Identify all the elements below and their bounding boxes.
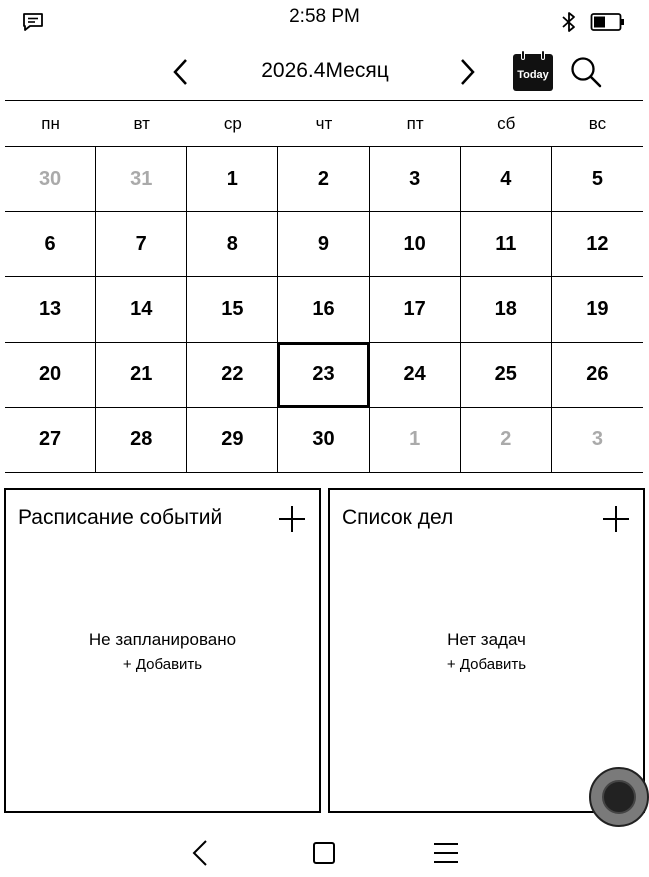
day-cell[interactable]	[552, 147, 643, 212]
day-number: 16	[312, 297, 335, 320]
day-number: 31	[130, 167, 153, 190]
day-cell[interactable]	[278, 147, 369, 212]
day-cell[interactable]	[552, 408, 643, 473]
day-cell[interactable]	[5, 408, 96, 473]
weekday-label: сб	[497, 114, 516, 133]
day-cell[interactable]	[187, 408, 278, 473]
chevron-right-icon[interactable]	[452, 56, 482, 88]
add-event-plus-icon[interactable]	[277, 504, 307, 534]
day-number: 3	[591, 428, 603, 451]
todo-panel	[328, 488, 645, 813]
today-label: Today	[517, 69, 549, 81]
day-cell[interactable]	[278, 277, 369, 342]
day-number: 8	[226, 232, 238, 255]
weekday-label: пн	[41, 114, 60, 133]
day-cell[interactable]	[278, 408, 369, 473]
day-cell[interactable]	[461, 147, 552, 212]
day-cell[interactable]	[187, 212, 278, 277]
back-icon[interactable]	[186, 838, 216, 868]
schedule-add-link[interactable]: + Добавить	[122, 656, 203, 673]
month-title: 2026.4Месяц	[261, 59, 389, 82]
day-number: 10	[403, 232, 426, 255]
day-number: 27	[38, 428, 62, 451]
home-icon[interactable]	[309, 838, 339, 868]
day-number: 12	[586, 232, 609, 255]
day-number: 25	[494, 363, 517, 386]
day-number: 13	[38, 297, 62, 320]
schedule-empty-message: Не запланировано	[88, 630, 237, 649]
day-number: 23	[312, 363, 335, 386]
day-number: 30	[38, 167, 62, 190]
day-cell[interactable]	[370, 212, 461, 277]
day-grid	[5, 147, 643, 473]
day-cell[interactable]	[5, 277, 96, 342]
day-cell[interactable]	[5, 343, 96, 408]
day-cell[interactable]	[278, 212, 369, 277]
weekday-label: пт	[406, 114, 424, 133]
weekday-label: чт	[315, 114, 333, 133]
menu-icon[interactable]	[431, 838, 461, 868]
search-icon[interactable]	[568, 54, 604, 90]
day-cell[interactable]	[5, 147, 96, 212]
day-cell-selected[interactable]	[278, 343, 369, 408]
day-number: 11	[495, 232, 517, 255]
day-cell[interactable]	[370, 277, 461, 342]
add-task-plus-icon[interactable]	[601, 504, 631, 534]
day-number: 15	[221, 297, 244, 320]
day-number: 2	[317, 167, 330, 190]
bluetooth-icon	[559, 10, 579, 34]
schedule-title: Расписание событий	[18, 506, 223, 529]
todo-empty-message: Нет задач	[447, 630, 526, 649]
schedule-panel	[4, 488, 321, 813]
floating-action-button[interactable]	[589, 767, 649, 827]
day-number: 19	[586, 297, 609, 320]
status-bar	[0, 0, 649, 40]
day-number: 5	[591, 167, 603, 190]
day-cell[interactable]	[96, 408, 187, 473]
day-cell[interactable]	[370, 343, 461, 408]
day-number: 18	[494, 297, 517, 320]
todo-title: Список дел	[342, 506, 454, 529]
day-cell[interactable]	[96, 212, 187, 277]
day-cell[interactable]	[96, 343, 187, 408]
day-number: 29	[221, 428, 244, 451]
floating-button-core-icon	[602, 780, 636, 814]
todo-add-link[interactable]: + Добавить	[446, 656, 527, 673]
day-cell[interactable]	[461, 277, 552, 342]
day-number: 1	[226, 167, 238, 190]
day-number: 22	[221, 363, 244, 386]
day-cell[interactable]	[461, 343, 552, 408]
navigation-bar	[0, 830, 649, 877]
day-cell[interactable]	[461, 212, 552, 277]
day-number: 7	[135, 232, 147, 255]
status-time: 2:58 PM	[289, 6, 360, 27]
day-number: 21	[130, 363, 153, 386]
month-calendar	[5, 100, 643, 473]
day-cell[interactable]	[370, 408, 461, 473]
day-number: 9	[317, 232, 330, 255]
day-number: 30	[312, 428, 335, 451]
chevron-left-icon[interactable]	[166, 56, 196, 88]
day-number: 14	[130, 297, 153, 320]
day-cell[interactable]	[370, 147, 461, 212]
day-number: 24	[403, 363, 426, 386]
day-number: 2	[500, 428, 512, 451]
day-cell[interactable]	[552, 277, 643, 342]
weekday-header	[5, 101, 643, 147]
day-number: 6	[44, 232, 56, 255]
day-number: 26	[586, 363, 609, 386]
weekday-label: вт	[133, 114, 150, 133]
weekday-label: вс	[588, 114, 607, 133]
day-cell[interactable]	[187, 277, 278, 342]
battery-icon	[590, 11, 626, 33]
day-number: 4	[500, 167, 512, 190]
day-cell[interactable]	[5, 212, 96, 277]
weekday-label: ср	[223, 114, 242, 133]
day-number: 17	[403, 297, 426, 320]
calendar-header	[0, 44, 649, 100]
day-cell[interactable]	[461, 408, 552, 473]
day-number: 20	[38, 363, 62, 386]
day-cell[interactable]	[96, 277, 187, 342]
today-button[interactable]	[513, 50, 553, 92]
day-cell[interactable]	[552, 343, 643, 408]
day-cell[interactable]	[187, 343, 278, 408]
day-cell[interactable]	[96, 147, 187, 212]
calendar-ring-icon	[541, 50, 545, 60]
calendar-ring-icon	[521, 50, 525, 60]
day-number: 3	[409, 167, 421, 190]
day-cell[interactable]	[552, 212, 643, 277]
day-cell[interactable]	[187, 147, 278, 212]
day-number: 28	[130, 428, 153, 451]
day-number: 1	[409, 428, 421, 451]
